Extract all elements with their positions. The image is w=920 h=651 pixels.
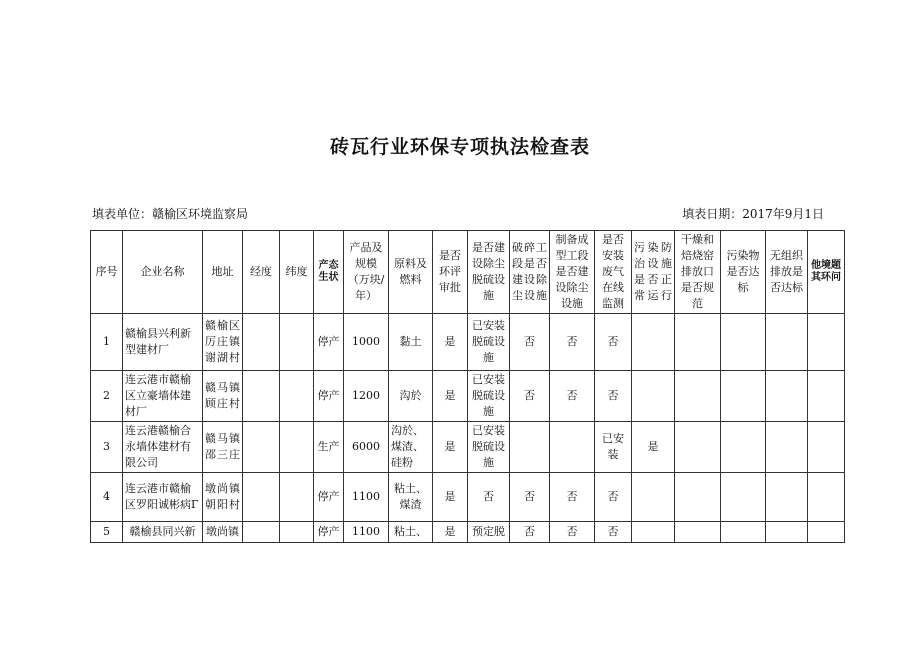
cell-other (808, 314, 845, 371)
cell-longitude (243, 522, 280, 543)
header-desulf: 是否建设除尘脱硫设施 (468, 231, 510, 314)
cell-unorganized (766, 522, 808, 543)
header-online: 是否安装废气在线监测 (595, 231, 632, 314)
cell-no: 4 (91, 473, 123, 522)
cell-status: 停产 (314, 522, 344, 543)
header-other: 他境题其环问 (808, 231, 845, 314)
cell-status: 生产 (314, 422, 344, 473)
cell-company: 连云港赣榆合永墙体建材有限公司 (123, 422, 203, 473)
cell-unorganized (766, 371, 808, 422)
table-row (91, 522, 845, 543)
header-outlet: 干燥和焙烧窑排放口是否规范 (675, 231, 721, 314)
cell-online: 否 (595, 473, 632, 522)
header-crush: 破碎工段是否建设除尘设施 (510, 231, 550, 314)
cell-desulf: 已安装脱硫设施 (468, 422, 510, 473)
header-latitude: 纬度 (280, 231, 314, 314)
header-material: 原料及燃料 (389, 231, 433, 314)
cell-outlet (675, 473, 721, 522)
cell-forming (550, 422, 595, 473)
header-no: 序号 (91, 231, 123, 314)
cell-other (808, 473, 845, 522)
cell-running: 是 (632, 422, 675, 473)
cell-address: 墩尚镇朝阳村 (203, 473, 243, 522)
cell-desulf: 否 (468, 473, 510, 522)
cell-other (808, 371, 845, 422)
cell-company: 连云港市赣榆区立豪墙体建材厂 (123, 371, 203, 422)
cell-company: 连云港市赣榆区罗阳诚彬病Γ (123, 473, 203, 522)
cell-scale: 1100 (344, 522, 389, 543)
cell-eia: 是 (433, 473, 468, 522)
cell-unorganized (766, 314, 808, 371)
table-row (91, 473, 845, 522)
cell-crush: 否 (510, 314, 550, 371)
cell-longitude (243, 314, 280, 371)
header-status: 产态生状 (314, 231, 344, 314)
cell-running (632, 371, 675, 422)
fill-date: 填表日期：2017年9月1日 (682, 207, 824, 221)
cell-online: 否 (595, 522, 632, 543)
cell-status: 停产 (314, 314, 344, 371)
cell-latitude (280, 422, 314, 473)
cell-online: 否 (595, 371, 632, 422)
cell-forming: 否 (550, 522, 595, 543)
header-longitude: 经度 (243, 231, 280, 314)
cell-eia: 是 (433, 522, 468, 543)
cell-longitude (243, 371, 280, 422)
cell-pollutant (721, 371, 766, 422)
cell-outlet (675, 522, 721, 543)
cell-pollutant (721, 522, 766, 543)
cell-unorganized (766, 473, 808, 522)
cell-address: 赣马镇邵三庄 (203, 422, 243, 473)
header-pollutant: 污染物是否达标 (721, 231, 766, 314)
cell-eia: 是 (433, 371, 468, 422)
cell-material: 粘土、煤渣 (389, 473, 433, 522)
cell-other (808, 422, 845, 473)
cell-desulf: 已安装脱硫设施 (468, 314, 510, 371)
cell-material: 粘土、 (389, 522, 433, 543)
cell-scale: 1200 (344, 371, 389, 422)
cell-crush: 否 (510, 522, 550, 543)
cell-pollutant (721, 314, 766, 371)
cell-outlet (675, 371, 721, 422)
cell-status: 停产 (314, 473, 344, 522)
cell-other (808, 522, 845, 543)
cell-outlet (675, 314, 721, 371)
header-eia: 是否环评审批 (433, 231, 468, 314)
cell-crush (510, 422, 550, 473)
table-row (91, 314, 845, 371)
cell-outlet (675, 422, 721, 473)
cell-no: 5 (91, 522, 123, 543)
cell-material: 沟於 (389, 371, 433, 422)
cell-latitude (280, 473, 314, 522)
cell-status: 停产 (314, 371, 344, 422)
cell-latitude (280, 371, 314, 422)
cell-address: 墩尚镇 (203, 522, 243, 543)
header-address: 地址 (203, 231, 243, 314)
header-company: 企业名称 (123, 231, 203, 314)
cell-latitude (280, 522, 314, 543)
cell-online: 否 (595, 314, 632, 371)
page-title: 砖瓦行业环保专项执法检查表 (329, 136, 590, 158)
cell-pollutant (721, 473, 766, 522)
cell-eia: 是 (433, 422, 468, 473)
cell-material: 黏土 (389, 314, 433, 371)
cell-forming: 否 (550, 473, 595, 522)
cell-forming: 否 (550, 314, 595, 371)
cell-scale: 6000 (344, 422, 389, 473)
cell-address: 赣榆区厉庄镇谢湖村 (203, 314, 243, 371)
cell-running (632, 522, 675, 543)
cell-company: 赣榆县同兴新 (123, 522, 203, 543)
cell-scale: 1000 (344, 314, 389, 371)
inspection-table (90, 230, 845, 543)
cell-crush: 否 (510, 371, 550, 422)
cell-longitude (243, 422, 280, 473)
cell-latitude (280, 314, 314, 371)
cell-company: 赣榆县兴利新型建材厂 (123, 314, 203, 371)
cell-longitude (243, 473, 280, 522)
cell-online: 已安装 (595, 422, 632, 473)
header-unorganized: 无组织排放是否达标 (766, 231, 808, 314)
cell-desulf: 预定脱 (468, 522, 510, 543)
cell-no: 1 (91, 314, 123, 371)
cell-eia: 是 (433, 314, 468, 371)
cell-material: 沟於、煤渣、硅粉 (389, 422, 433, 473)
header-row (91, 231, 845, 314)
header-scale: 产品及规模（万块/年） (344, 231, 389, 314)
fill-unit: 填表单位：赣榆区环境监察局 (92, 207, 249, 221)
cell-running (632, 314, 675, 371)
table-row (91, 422, 845, 473)
cell-address: 赣马镇顾庄村 (203, 371, 243, 422)
header-forming: 制备成型工段是否建设除尘设施 (550, 231, 595, 314)
cell-forming: 否 (550, 371, 595, 422)
cell-no: 2 (91, 371, 123, 422)
cell-no: 3 (91, 422, 123, 473)
cell-unorganized (766, 422, 808, 473)
table-row (91, 371, 845, 422)
header-running: 污染防治设施是否正常运行 (632, 231, 675, 314)
cell-desulf: 已安装脱硫设施 (468, 371, 510, 422)
cell-scale: 1100 (344, 473, 389, 522)
cell-crush: 否 (510, 473, 550, 522)
cell-pollutant (721, 422, 766, 473)
cell-running (632, 473, 675, 522)
